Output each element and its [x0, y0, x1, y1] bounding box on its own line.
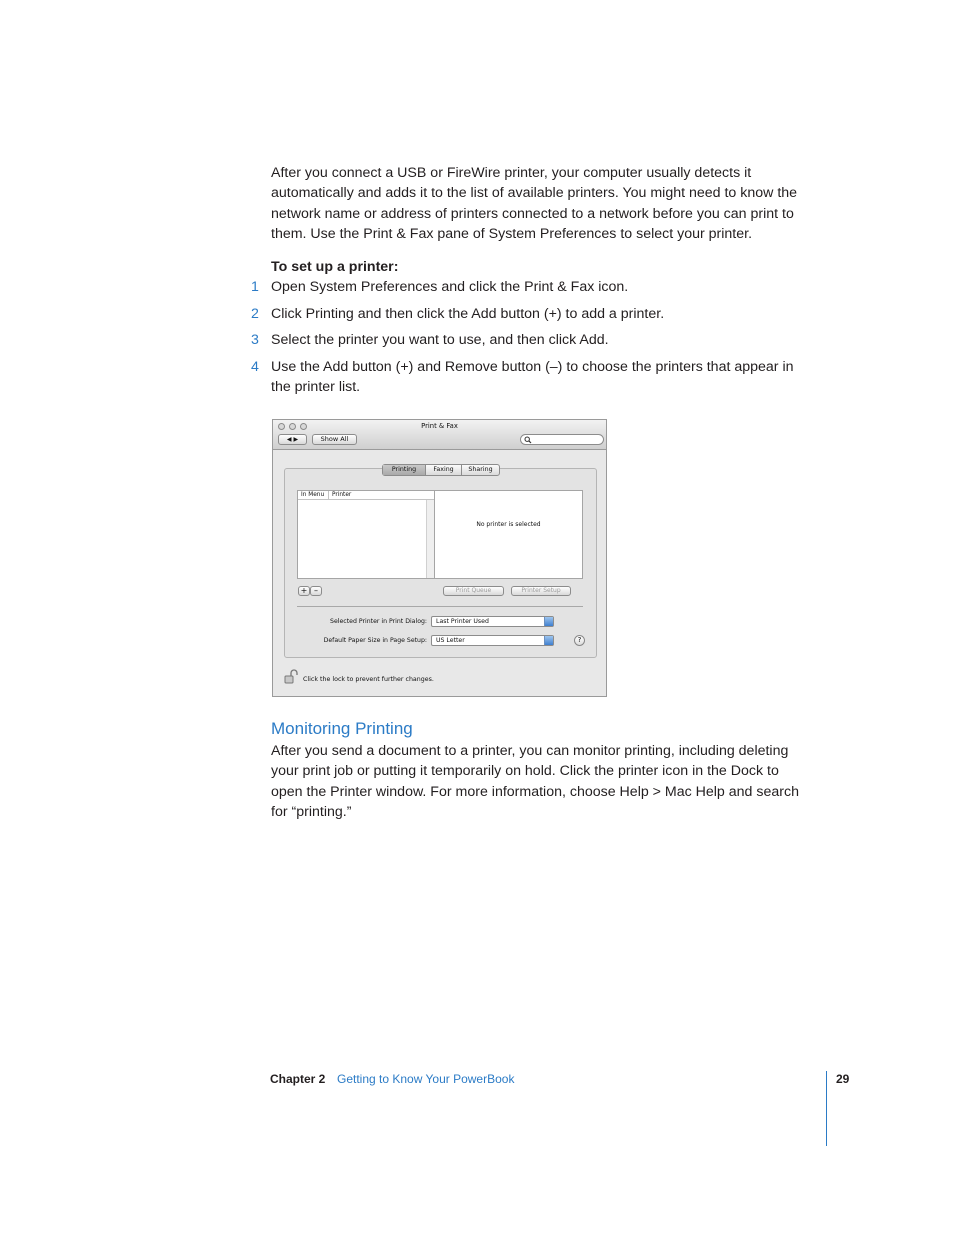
window-title: Print & Fax: [421, 422, 458, 430]
remove-printer-button[interactable]: –: [310, 586, 322, 596]
intro-paragraph: [271, 163, 816, 244]
divider: [297, 606, 583, 607]
selected-printer-select[interactable]: [431, 616, 554, 627]
step-number: 4: [251, 359, 259, 375]
text-line: After you send a document to a printer, you can monitor printing, including deleting: [271, 743, 789, 759]
footer-chapter: Chapter 2: [270, 1072, 326, 1086]
text-line: them. Use the Print & Fax pane of System Preferences to select your printer.: [271, 225, 753, 242]
help-button[interactable]: ?: [574, 635, 585, 646]
popup-arrows-icon: [544, 617, 553, 626]
step-text: Open System Preferences and click the Print & Fax icon.: [271, 279, 629, 295]
paper-size-label: Default Paper Size in Page Setup:: [323, 637, 427, 644]
tab-bar: [382, 464, 500, 476]
no-printer-message: No printer is selected: [476, 521, 541, 528]
text-line: open the Printer window. For more information, choose Help > Mac Help and search: [271, 783, 799, 800]
selected-printer-value: Last Printer Used: [436, 618, 489, 625]
list-scrollbar[interactable]: [426, 500, 434, 578]
popup-arrows-icon: [544, 636, 553, 645]
paper-size-select[interactable]: [431, 635, 554, 646]
step-text: Select the printer you want to use, and then click Add.: [271, 332, 609, 348]
printer-detail-pane: [434, 490, 583, 579]
printer-setup-button[interactable]: Printer Setup: [511, 586, 571, 596]
section-heading: Monitoring Printing: [271, 719, 413, 738]
search-field[interactable]: [520, 434, 604, 445]
footer-chapter-title: Getting to Know Your PowerBook: [337, 1072, 515, 1086]
footer-rule: [826, 1071, 827, 1146]
step-text: [271, 357, 816, 398]
setup-heading: To set up a printer:: [271, 259, 399, 275]
step-number: 2: [251, 306, 259, 322]
printer-list[interactable]: [297, 490, 435, 579]
tab-sharing[interactable]: Sharing: [461, 465, 499, 475]
lock-message: Click the lock to prevent further changes.: [303, 676, 434, 683]
window-titlebar: [273, 420, 606, 450]
text-line: network name or address of printers connected to a network before you can print to: [271, 205, 794, 222]
tab-printing[interactable]: Printing: [383, 465, 425, 475]
print-fax-window-screenshot: [272, 419, 607, 697]
text-line: your print job or putting it temporarily on hold. Click the printer icon in the Dock to: [271, 763, 779, 780]
step-text: Click Printing and then click the Add button (+) to add a printer.: [271, 306, 665, 322]
text-line: for “printing.”: [271, 803, 352, 820]
tab-faxing[interactable]: Faxing: [425, 465, 461, 475]
column-header-printer[interactable]: Printer: [329, 491, 434, 500]
text-line: automatically and adds it to the list of available printers. You might need to know the: [271, 185, 798, 202]
selected-printer-label: Selected Printer in Print Dialog:: [330, 618, 427, 625]
page-number: 29: [836, 1072, 850, 1086]
paper-size-value: US Letter: [436, 637, 465, 644]
monitoring-paragraph: [271, 741, 816, 822]
back-forward-button[interactable]: ◀ ▶: [278, 434, 307, 445]
magnifier-icon: [524, 436, 532, 444]
text-line: Use the Add button (+) and Remove button (–) to choose the printers that appear in: [271, 359, 794, 375]
text-line: After you connect a USB or FireWire printer, your computer usually detects it: [271, 165, 752, 181]
lock-icon[interactable]: [284, 669, 298, 685]
text-line: the printer list.: [271, 379, 361, 396]
show-all-button[interactable]: Show All: [312, 434, 357, 445]
step-4: [251, 357, 816, 399]
column-header-in-menu[interactable]: In Menu: [298, 491, 329, 500]
step-number: 1: [251, 279, 259, 295]
step-number: 3: [251, 332, 259, 348]
add-printer-button[interactable]: +: [298, 586, 310, 596]
print-queue-button[interactable]: Print Queue: [443, 586, 504, 596]
